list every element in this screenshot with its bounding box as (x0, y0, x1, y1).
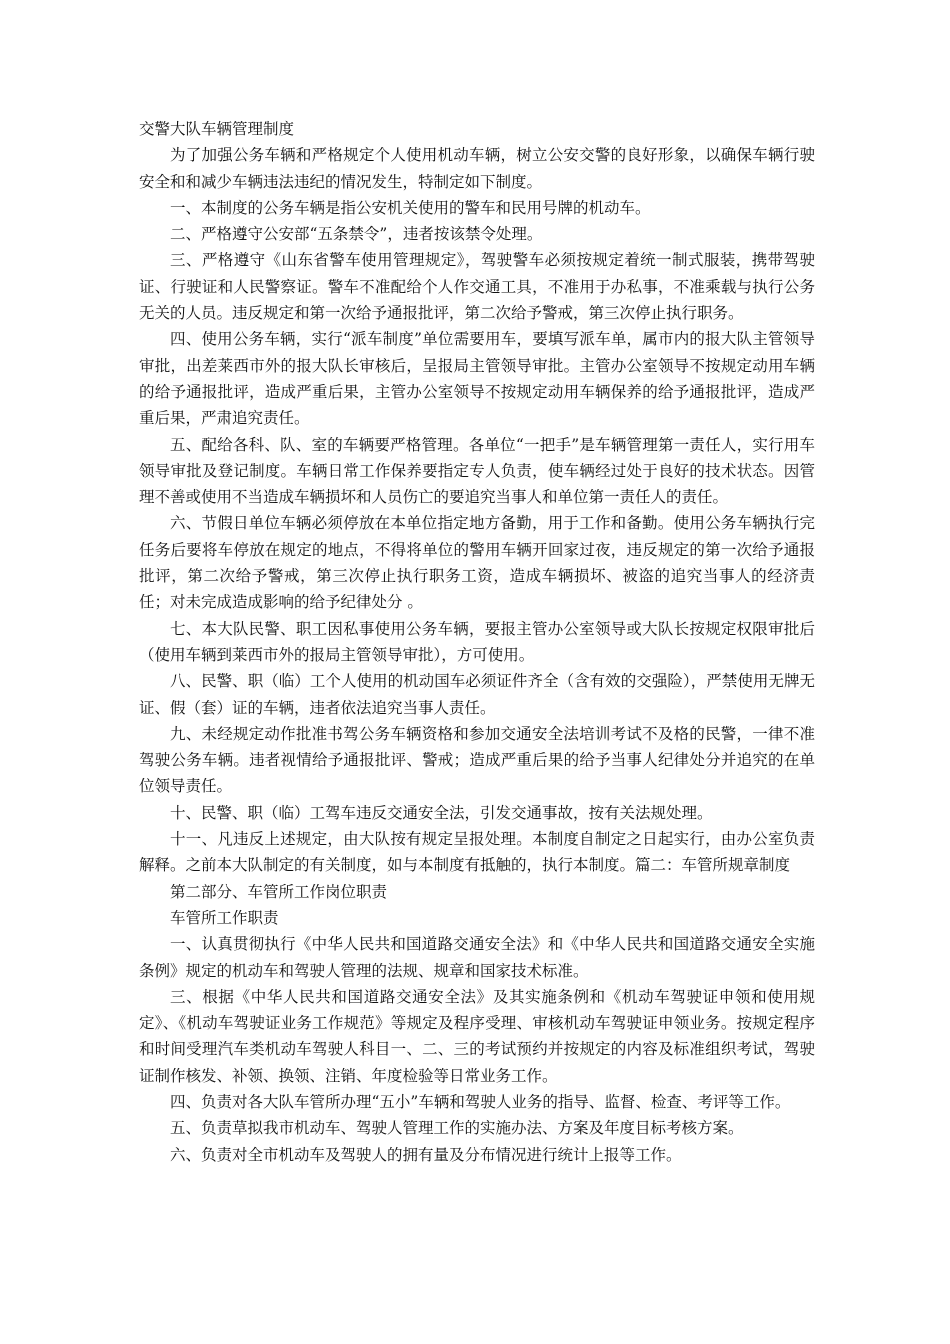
paragraph-intro: 为了加强公务车辆和严格规定个人使用机动车辆，树立公安交警的良好形象，以确保车辆行驶安全和和减少车辆违法违纪的情况发生，特制定如下制度。 (139, 146, 815, 191)
paragraph-3: 三、严格遵守《山东省警车使用管理规定》，驾驶警车必须按规定着统一制式服装，携带驾驶证、行驶证和人民警察证。警车不准配给个人作交通工具，不准用于办私事，不准乘载与执行公务无关的人员。违反规定和第一次给予通报批评，第二次给予警戒，第三次停止执行职务。 (139, 251, 815, 323)
paragraph-8: 八、民警、职（临）工个人使用的机动国车必须证件齐全（含有效的交强险），严禁使用无牌无证、假（套）证的车辆，违者依法追究当事人责任。 (139, 672, 815, 717)
duty-3: 三、根据《中华人民共和国道路交通安全法》及其实施条例和《机动车驾驶证申领和使用规定》、《机动车驾驶证业务工作规范》等规定及程序受理、审核机动车驾驶证申领业务。按规定程序和时间受理汽车类机动车驾驶人科目一、二、三的考试预约并按规定的内容及标准组织考试，驾驶证制作核发、补领、换领、注销、年度检验等日常业务工作。 (139, 987, 815, 1085)
paragraph-2: 二、严格遵守公安部“五条禁令”，违者按该禁令处理。 (170, 225, 543, 244)
document-title: 交警大队车辆管理制度 (139, 120, 295, 138)
paragraph-11: 十一、凡违反上述规定，由大队按有规定呈报处理。本制度自制定之日起实行，由办公室负责解释。之前本大队制定的有关制度，如与本制度有抵触的，执行本制度。篇二：车管所规章制度 (139, 830, 815, 875)
document-page (139, 116, 815, 1168)
paragraph-5: 五、配给各科、队、室的车辆要严格管理。各单位“一把手”是车辆管理第一责任人，实行用车领导审批及登记制度。车辆日常工作保养要指定专人负责，使车辆经过处于良好的技术状态。因管理不善或使用不当造成车辆损坏和人员伤亡的要追究当事人和单位第一责任人的责任。 (139, 435, 815, 507)
subsection-heading: 车管所工作职责 (170, 908, 279, 927)
duty-6: 六、负责对全市机动车及驾驶人的拥有量及分布情况进行统计上报等工作。 (170, 1145, 682, 1164)
duty-4: 四、负责对各大队车管所办理“五小”车辆和驾驶人业务的指导、监督、检查、考评等工作。 (170, 1092, 791, 1111)
paragraph-10: 十、民警、职（临）工驾车违反交通安全法，引发交通事故，按有关法规处理。 (170, 803, 713, 822)
section-heading: 第二部分、车管所工作岗位职责 (170, 882, 388, 901)
paragraph-1: 一、本制度的公务车辆是指公安机关使用的警车和民用号牌的机动车。 (170, 198, 651, 217)
paragraph-6: 六、节假日单位车辆必须停放在本单位指定地方备勤，用于工作和备勤。使用公务车辆执行完任务后要将车停放在规定的地点，不得将单位的警用车辆开回家过夜，违反规定的第一次给予通报批评，第二次给予警戒，第三次停止执行职务工资，造成车辆损坏、被盗的追究当事人的经济责任；对未完成造成影响的给予纪律处分 。 (139, 514, 815, 612)
duty-1: 一、认真贯彻执行《中华人民共和国道路交通安全法》和《中华人民共和国道路交通安全实施条例》规定的机动车和驾驶人管理的法规、规章和国家技术标准。 (139, 935, 815, 980)
paragraph-9: 九、未经规定动作批准书驾公务车辆资格和参加交通安全法培训考试不及格的民警，一律不准驾驶公务车辆。违者视情给予通报批评、警戒；造成严重后果的给予当事人纪律处分并追究的在单位领导责任。 (139, 724, 815, 796)
duty-5: 五、负责草拟我市机动车、驾驶人管理工作的实施办法、方案及年度目标考核方案。 (170, 1119, 744, 1138)
paragraph-7: 七、本大队民警、职工因私事使用公务车辆，要报主管办公室领导或大队长按规定权限审批后（使用车辆到莱西市外的报局主管领导审批），方可使用。 (139, 619, 815, 664)
paragraph-4: 四、使用公务车辆，实行“派车制度”单位需要用车，要填写派车单，属市内的报大队主管领导审批，出差莱西市外的报大队长审核后，呈报局主管领导审批。主管办公室领导不按规定动用车辆的给予通报批评，造成严重后果，主管办公室领导不按规定动用车辆保养的给予通报批评，造成严重后果，严肃追究责任。 (139, 330, 815, 428)
